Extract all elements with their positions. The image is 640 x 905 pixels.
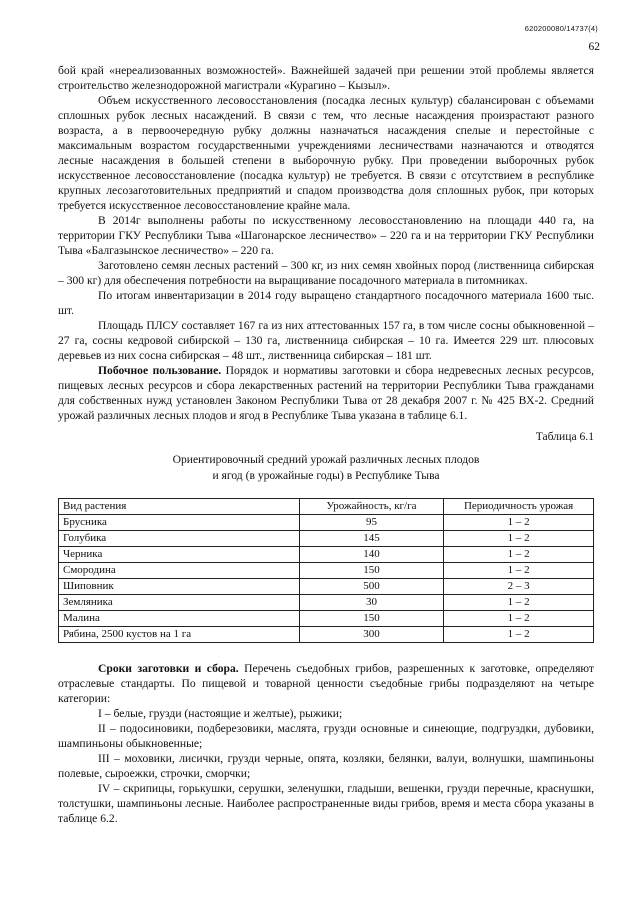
cell-periodicity: 1 – 2 xyxy=(444,547,594,563)
document-body xyxy=(58,63,594,826)
cell-yield: 30 xyxy=(299,595,443,611)
header-yield: Урожайность, кг/га xyxy=(299,499,443,515)
cell-yield: 150 xyxy=(299,611,443,627)
side-use-text: Порядок и нормативы заготовки и сбора недревесных лесных ресурсов, пищевых лесных ресурсов и сбора лекарственных растений на территории Республики Тыва гражданами для собственных нужд установлен Законом Республики Тыва от 28 декабря 2007 г. № 425 ВХ-2. Средний урожай различных лесных плодов и ягод в Республике Тыва указана в таблице 6.1. xyxy=(58,364,594,422)
cell-plant: Смородина xyxy=(59,563,300,579)
cell-periodicity: 1 – 2 xyxy=(444,611,594,627)
table-header-row xyxy=(59,499,594,515)
cell-plant: Шиповник xyxy=(59,579,300,595)
table-label: Таблица 6.1 xyxy=(535,430,594,443)
cell-plant: Малина xyxy=(59,611,300,627)
table-row xyxy=(59,515,594,531)
page-number: 62 xyxy=(588,41,600,53)
header-plant: Вид растения xyxy=(59,499,300,515)
table-caption-line2: и ягод (в урожайные годы) в Республике Тыва xyxy=(212,469,440,482)
harvest-terms-text: Перечень съедобных грибов, разрешенных к заготовке, определяют отраслевые стандарты. По пищевой и товарной ценности съедобные грибы подразделяют на четыре категории: xyxy=(58,662,594,705)
cell-yield: 140 xyxy=(299,547,443,563)
paragraph-continuation: бой край «нереализованных возможностей». Важнейшей задачей при решении этой проблемы является строительство железнодорожной магистрали «Курагино – Кызыл». xyxy=(58,64,594,92)
cell-yield: 95 xyxy=(299,515,443,531)
table-row xyxy=(59,547,594,563)
mushroom-category-3: III – моховики, лисички, грузди черные, опята, козляки, белянки, валуи, волнушки, шампиньоны полевые, сыроежки, строчки, сморчки; xyxy=(58,752,594,780)
paragraph-seeds: Заготовлено семян лесных растений – 300 кг, из них семян хвойных пород (лиственница сибирская – 300 кг) для обеспечения потребности на выращивание посадочного материала в питомниках. xyxy=(58,259,594,287)
cell-plant: Земляника xyxy=(59,595,300,611)
cell-plant: Рябина, 2500 кустов на 1 га xyxy=(59,627,300,643)
paragraph-reforestation: Объем искусственного лесовосстановления (посадка лесных культур) сбалансирован с объемами сплошных рубок лесных насаждений. В связи с тем, что лесные насаждения произрастают разного возраста, а в первоочередную рубку должны назначаться насаждения спелые и перестойные с максимальным возрастом государственными учреждениями лесничествами назначаются и отводятся лесные насаждения в большей степени в выборочную рубку. При проведении выборочных рубок искусственное лесовосстановление (посадка культур) не требуется. В связи с отсутствием в республике крупных лесозаготовительных предприятий и спадом производства доля сплошных рубок, при которых требуется искусственное лесовосстановление крайне мала. xyxy=(58,94,594,212)
table-caption xyxy=(58,452,594,484)
yield-table xyxy=(58,498,594,643)
cell-yield: 300 xyxy=(299,627,443,643)
harvest-terms-heading: Сроки заготовки и сбора. xyxy=(98,662,239,675)
cell-periodicity: 1 – 2 xyxy=(444,595,594,611)
side-use-heading: Побочное пользование. xyxy=(98,364,222,377)
table-row xyxy=(59,531,594,547)
cell-yield: 500 xyxy=(299,579,443,595)
cell-plant: Черника xyxy=(59,547,300,563)
cell-yield: 145 xyxy=(299,531,443,547)
paragraph-inventory: По итогам инвентаризации в 2014 году выращено стандартного посадочного материала 1600 тыс. шт. xyxy=(58,289,594,317)
cell-periodicity: 1 – 2 xyxy=(444,627,594,643)
document-id: 620200080/14737(4) xyxy=(524,24,598,33)
cell-periodicity: 1 – 2 xyxy=(444,563,594,579)
cell-plant: Брусника xyxy=(59,515,300,531)
cell-periodicity: 1 – 2 xyxy=(444,515,594,531)
table-row xyxy=(59,595,594,611)
cell-yield: 150 xyxy=(299,563,443,579)
paragraph-harvest-terms xyxy=(58,661,594,706)
cell-periodicity: 1 – 2 xyxy=(444,531,594,547)
table-row xyxy=(59,579,594,595)
table-row xyxy=(59,611,594,627)
mushroom-category-4: IV – скрипицы, горькушки, серушки, зеленушки, гладыши, вешенки, грузди перечные, краснушки, толстушки, шампиньоны лесные. Наиболее распространенные виды грибов, время и места сбора указаны в таблице 6.2. xyxy=(58,782,594,825)
table-row xyxy=(59,563,594,579)
header-periodicity: Периодичность урожая xyxy=(444,499,594,515)
table-caption-line1: Ориентировочный средний урожай различных лесных плодов xyxy=(172,453,480,466)
table-row xyxy=(59,627,594,643)
paragraph-2014-works: В 2014г выполнены работы по искусственному лесовосстановлению на площади 440 га, на территории ГКУ Республики Тыва «Шагонарское лесничество» – 220 га и на территории ГКУ Республики Тыва «Балгазынское лесничество» – 220 га. xyxy=(58,214,594,257)
mushroom-category-2: II – подосиновики, подберезовики, маслята, грузди основные и синеющие, подгруздки, дубовики, шампиньоны обыкновенные; xyxy=(58,722,594,750)
mushroom-category-1: I – белые, грузди (настоящие и желтые), рыжики; xyxy=(98,707,343,720)
paragraph-side-use xyxy=(58,363,594,423)
cell-periodicity: 2 – 3 xyxy=(444,579,594,595)
paragraph-plsu: Площадь ПЛСУ составляет 167 га из них аттестованных 157 га, в том числе сосны обыкновенной – 27 га, сосны кедровой сибирской – 130 га, лиственница сибирская – 10 га. Имеется 229 шт. плюсовых деревьев из них сосна сибирская – 48 шт., лиственница сибирская – 181 шт. xyxy=(58,319,594,362)
cell-plant: Голубика xyxy=(59,531,300,547)
